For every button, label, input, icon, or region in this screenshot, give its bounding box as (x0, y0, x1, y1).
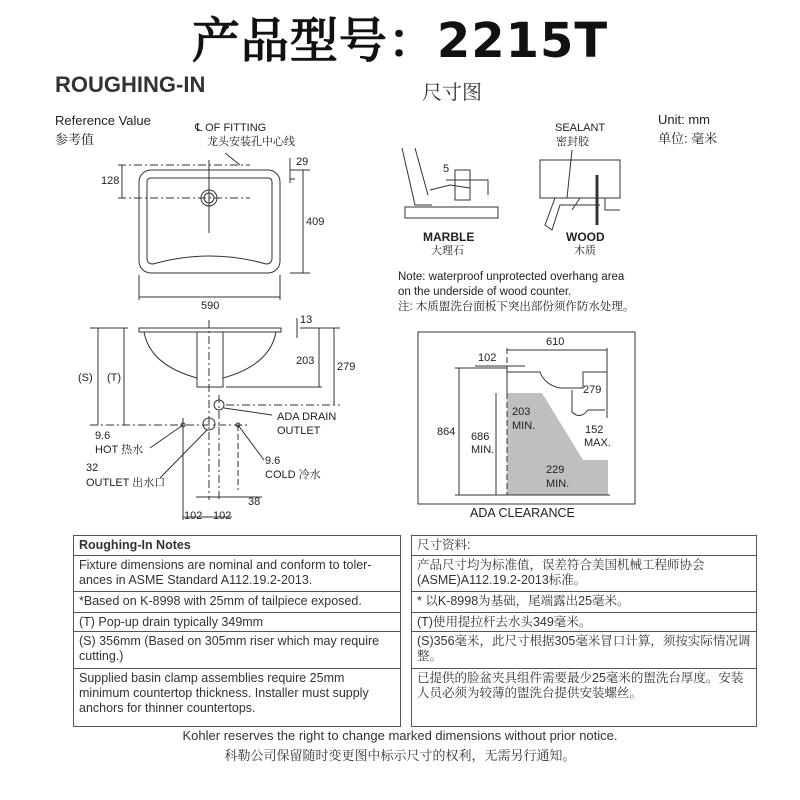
product-model-title: 产品型号：2215T (191, 13, 609, 69)
unit-label-cn: 单位: 毫米 (658, 131, 718, 146)
notes-row-cn: (T)使用提拉杆去水头349毫米。 (412, 613, 756, 632)
dim-279: 279 (337, 361, 356, 373)
dim-203: 203 (296, 355, 315, 367)
ada-dim-203: 203 (512, 406, 531, 418)
sealant-label: SEALANT (555, 122, 606, 134)
notes-row: Fixture dimensions are nominal and conform to toler-ances in ASME Standard A112.19.2-2013. (74, 556, 400, 592)
section-title-cn: 尺寸图 (422, 82, 482, 104)
marble-label: MARBLE (423, 230, 475, 244)
sealant-label-cn: 密封胶 (556, 136, 589, 148)
top-view-basin (118, 153, 310, 300)
notes-row-cn: * 以K-8998为基础，尾端露出25毫米。 (412, 592, 756, 613)
ada-drain-label-2: OUTLET (277, 425, 321, 437)
ada-dim-864: 864 (437, 426, 456, 438)
reference-label-cn: 参考值 (55, 132, 95, 147)
section-title: ROUGHING-IN (55, 72, 206, 97)
hot-size: 9.6 (95, 430, 111, 442)
dim-29: 29 (296, 156, 309, 168)
ada-dim-229: 229 (546, 464, 565, 476)
dim-13: 13 (300, 314, 313, 326)
cold-size: 9.6 (265, 455, 281, 467)
marble-label-cn: 大理石 (431, 245, 464, 257)
dim-128: 128 (101, 175, 120, 187)
wood-label-cn: 木质 (574, 245, 596, 257)
note-line-1: Note: waterproof unprotected overhang area (398, 271, 625, 283)
ada-dim-279: 279 (583, 384, 602, 396)
note-line-2: on the underside of wood counter. (398, 286, 572, 298)
roughing-notes-table (73, 535, 401, 727)
roughing-notes-table-cn (411, 535, 757, 727)
dim-s: (S) (78, 372, 93, 384)
dim-t: (T) (107, 372, 122, 384)
dim-38: 38 (248, 496, 261, 508)
marble-dim-5: 5 (443, 163, 450, 175)
footer-notice-cn: 科勒公司保留随时变更图中标示尺寸的权利，无需另行通知。 (224, 748, 576, 763)
notes-row-cn: 已提供的脸盆夹具组件需要最少25毫米的盥洗台厚度。安装人员必须为较薄的盥洗台提供安装螺丝。 (417, 671, 744, 700)
ada-dim-152: 152 (585, 424, 604, 436)
notes-row-cn: 产品尺寸均为标准值，误差符合美国机械工程师协会(ASME)A112.19.2-2013标准。 (412, 556, 756, 592)
notes-header-cn: 尺寸资料: (412, 536, 756, 556)
outlet-label: OUTLET 出水口 (86, 477, 166, 489)
notes-header: Roughing-In Notes (74, 536, 400, 556)
ada-dim-686: 686 (471, 431, 490, 443)
dim-409: 409 (306, 216, 325, 228)
footer-notice: Kohler reserves the right to change marked dimensions without prior notice. (182, 728, 618, 743)
notes-row: (S) 356mm (Based on 305mm riser which may require cutting.) (74, 632, 400, 669)
dim-102-left: 102 (184, 510, 203, 522)
hot-label: HOT 热水 (95, 444, 144, 456)
dim-590: 590 (201, 300, 220, 312)
ada-dim-229-min: MIN. (546, 478, 570, 490)
note-line-3: 注: 木质盥洗台面板下突出部份须作防水处理。 (398, 301, 635, 313)
ada-clearance-drawing (418, 332, 635, 504)
wood-mount-detail (540, 150, 620, 230)
marble-mount-detail (402, 148, 498, 218)
ada-dim-152-max: MAX. (584, 437, 611, 449)
cold-label: COLD 冷水 (265, 469, 321, 481)
ada-dim-203-min: MIN. (512, 420, 536, 432)
fitting-label-cn: 龙头安装孔中心线 (207, 136, 295, 148)
reference-label: Reference Value (55, 113, 151, 128)
ada-clearance-caption: ADA CLEARANCE (470, 506, 575, 520)
notes-row: *Based on K-8998 with 25mm of tailpiece exposed. (74, 592, 400, 613)
notes-row: (T) Pop-up drain typically 349mm (74, 613, 400, 632)
unit-label: Unit: mm (658, 112, 710, 127)
dim-102-right: 102 (213, 510, 232, 522)
notes-row-cn: (S)356毫米，此尺寸根据305毫米冒口计算，须按实际情况调整。 (412, 632, 756, 669)
fitting-label: ℄ OF FITTING (195, 122, 267, 134)
wood-label: WOOD (566, 230, 605, 244)
ada-dim-686-min: MIN. (471, 444, 495, 456)
outlet-size: 32 (86, 462, 99, 474)
notes-row: Supplied basin clamp assemblies require 25mm minimum countertop thickness. Installer must supply anchors for thinner countertops. (79, 671, 369, 715)
ada-dim-102: 102 (478, 352, 497, 364)
ada-drain-label: ADA DRAIN (277, 411, 337, 423)
ada-dim-610: 610 (546, 336, 565, 348)
